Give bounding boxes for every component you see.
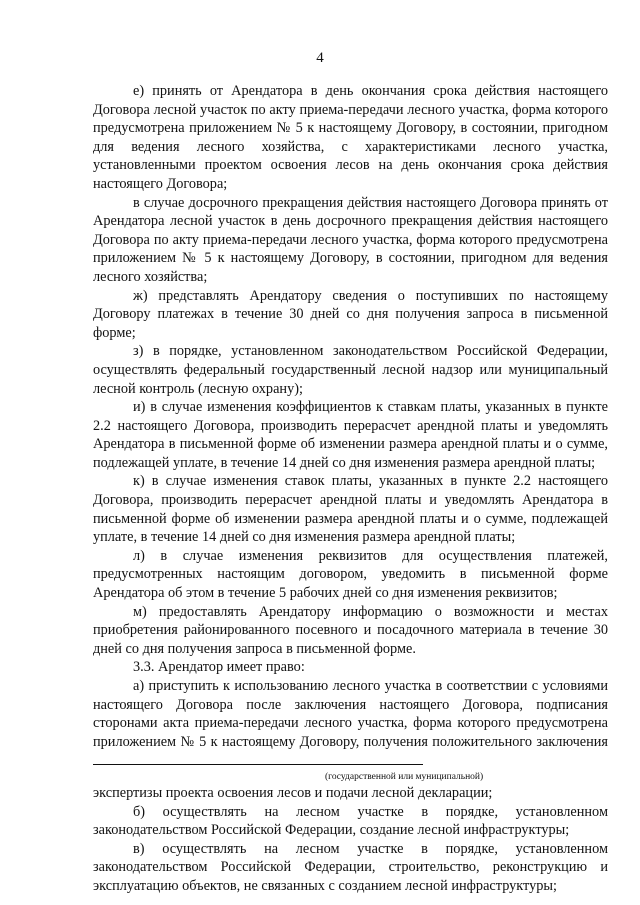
paragraph-k: к) в случае изменения ставок платы, указанных в пункте 2.2 настоящего Договора, производить перерасчет арендной платы и уведомлять Арендатора в письменной форме об изменении размера арендной платы и о сумме, подлежащей уплате, в течение 14 дней со дня изменения размера арендной платы; [93, 473, 608, 546]
paragraph-a-continued: экспертизы проекта освоения лесов и подачи лесной декларации; [93, 784, 493, 801]
paragraph-i: и) в случае изменения коэффициентов к ставкам платы, указанных в пункте 2.2 настоящего Договора, производить перерасчет арендной платы и уведомлять Арендатора в письменной форме об изменении размера арендной платы и о сумме, подлежащей уплате, в течение 14 дней со дня изменения размера арендной платы; [93, 399, 608, 471]
paragraph-z: з) в порядке, установленном законодательством Российской Федерации, осуществлять федеральный государственный лесной надзор или муниципальный лесной контроль (лесную охрану); [93, 343, 608, 397]
paragraph-e: е) принять от Арендатора в день окончания срока действия настоящего Договора лесной участок по акту приема-передачи лесного участка, форма которого предусмотрена приложением № 5 к настоящему Договору, в состоянии, пригодном для ведения лесного хозяйства, с характеристиками лесного участка, установленными проектом освоения лесов на день окончания срока действия настоящего Договора; [93, 83, 608, 192]
paragraph-a [93, 677, 608, 771]
section-3-3-heading: 3.3. Арендатор имеет право: [133, 659, 305, 676]
paragraph-m: м) предоставлять Арендатору информацию о возможности и местах приобретения районированного посевного и посадочного материала в течение 30 дней со дня получения запроса в письменной форме. [93, 603, 608, 657]
paragraph-v: в) осуществлять на лесном участке в порядке, установленном законодательством Российской Федерации, строительство, реконструкцию и эксплуатацию объектов, не связанных с созданием лесной инфраструктуры; [93, 840, 608, 894]
fill-in-line [93, 751, 423, 765]
paragraph-b: б) осуществлять на лесном участке в порядке, установленном законодательством Российской Федерации, создание лесной инфраструктуры; [93, 803, 608, 839]
paragraph-zh: ж) представлять Арендатору сведения о поступивших по настоящему Договору платежах в течение 30 дней со дня получения запроса в письменной форме; [93, 287, 608, 341]
paragraph-l: л) в случае изменения реквизитов для осуществления платежей, предусмотренных настоящим договором, уведомить в письменной форме Арендатора об этом в течение 5 рабочих дней со дня изменения реквизитов; [93, 547, 608, 602]
document-body [93, 82, 608, 896]
fill-in-caption: (государственной или муниципальной) [325, 771, 484, 782]
page-number: 4 [316, 50, 324, 66]
paragraph-early-termination: в случае досрочного прекращения действия настоящего Договора принять от Арендатора лесной участок в день досрочного прекращения действия настоящего Договора по акту приема-передачи лесного участка, форма которого предусмотрена приложением № 5 к настоящему Договору, в состоянии, пригодном для ведения лесного хозяйства; [93, 194, 608, 285]
paragraph-a-text: а) приступить к использованию лесного участка в соответствии с условиями настоящего Договора после заключения настоящего Договора, подписания сторонами акта приема-передачи лесного участка, форма которого предусмотрена приложением № 5 к настоящему Договору, получения положительного заключения [93, 678, 608, 750]
